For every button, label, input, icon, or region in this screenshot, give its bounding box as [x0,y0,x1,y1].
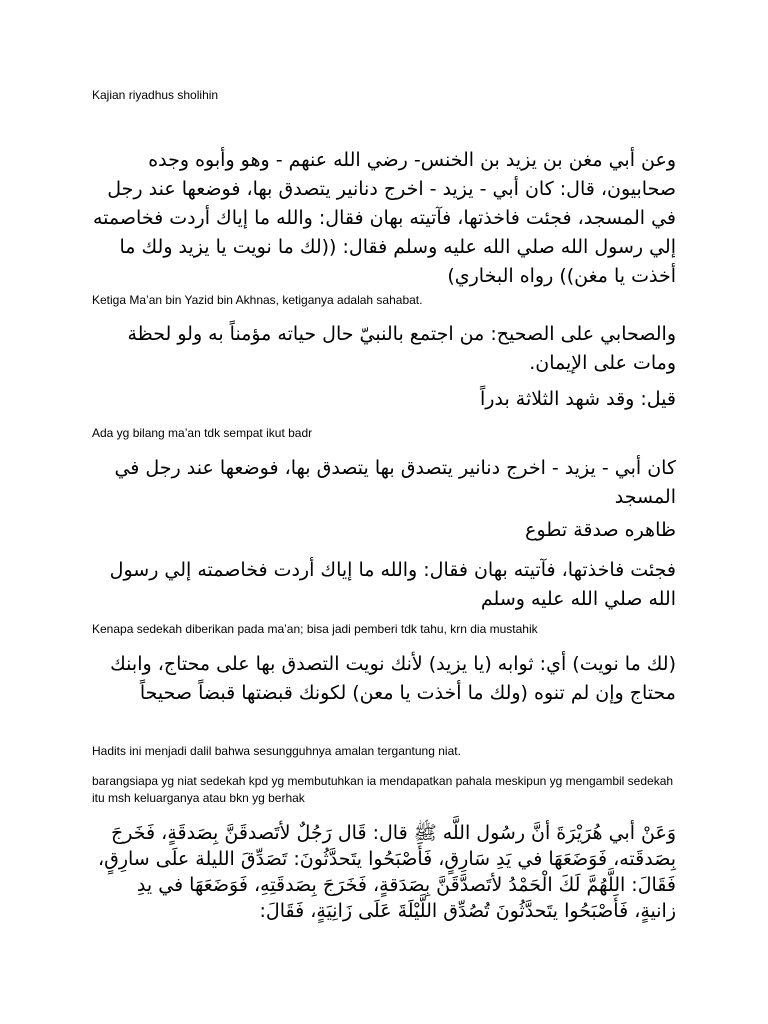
document-title: Kajian riyadhus sholihin [92,88,219,102]
hadith-arabic-text: وعن أبي مغن بن يزيد بن الخنس- رضي الله عنهم - وهو وأبوه وجده صحابيون، قال: كان أبي - يزيد - اخرج دنانير يتصدق بها، فوضعها عند رجل في المسجد، فجئت فاخذتها، فآتيته بهان فقال: والله ما إياك أردت فخاصمته إلي رسول الله صلي الله عليه وسلم فقال: ((لك ما نويت يا يزيد ولك ما أخذت يا مغن)) رواه البخاري) [93,149,676,287]
note-paragraph: Hadits ini menjadi dalil bahwa sesungguhnya amalan tergantung niat. [92,744,461,758]
note-paragraph: barangsiapa yg niat sedekah kpd yg membutuhkan ia mendapatkan pahala meskipun yg mengambil sedekah itu msh keluarganya atau bkn yg berhak [92,774,674,805]
arabic-paragraph: ظاهره صدقة تطوع [525,519,676,541]
arabic-paragraph: والصحابي على الصحيح: من اجتمع بالنبيّ حال حياته مؤمناً به ولو لحظة ومات على الإيمان. [127,323,676,374]
note-paragraph: Ketiga Ma’an bin Yazid bin Akhnas, ketiganya adalah sahabat. [92,293,423,307]
note-paragraph: Ada yg bilang ma’an tdk sempat ikut badr [92,426,313,440]
arabic-paragraph: فجئت فاخذتها، فآتيته بهان فقال: والله ما إياك أردت فخاصمته إلي رسول الله صلي الله عليه وسلم [109,559,676,610]
arabic-paragraph: (لك ما نويت) أي: ثوابه (يا يزيد) لأنك نويت التصدق بها على محتاج، وابنك محتاج وإن لم تنوه (ولك ما أخذت يا معن) لكونك قبضتها قبضاً صحيحاً [110,653,676,704]
hadith-arabic-text: وَعَنْ أبي هُرَيْرَةَ أنَّ رسُول اللَّه ﷺ قال: قَال رَجُلٌ لأتَصدقَنَّ بِصَدقَةٍ، فَخَرجَ بِصَدقَته، فَوَضَعَهَا في يَدِ سَارِقٍ، فَأَصْبَحُوا يتَحدَّثُونَ: تَصَدِّقَ الليلة علَى سارِقٍ، فَقَالَ: اللَّهُمَّ لَكَ الْحَمْدُ لأتَصدَّقَنَّ بِصَدَقةٍ، فَخَرَجَ بِصَدقَتِهِ، فَوَضَعَهَا في يدِ زانيةٍ، فَأَصْبَحُوا يتَحدَّثُونَ تُصُدِّق اللَّيْلَةَ عَلَى زَانِيَةٍ، فَقَالَ: [97,822,676,922]
arabic-paragraph: قيل: وقد شهد الثلاثة بدراً [480,388,676,410]
note-paragraph: Kenapa sedekah diberikan pada ma’an; bisa jadi pemberi tdk tahu, krn dia mustahik [92,622,538,636]
arabic-paragraph: كان أبي - يزيد - اخرج دنانير يتصدق بها يتصدق بها، فوضعها عند رجل في المسجد [114,457,676,508]
